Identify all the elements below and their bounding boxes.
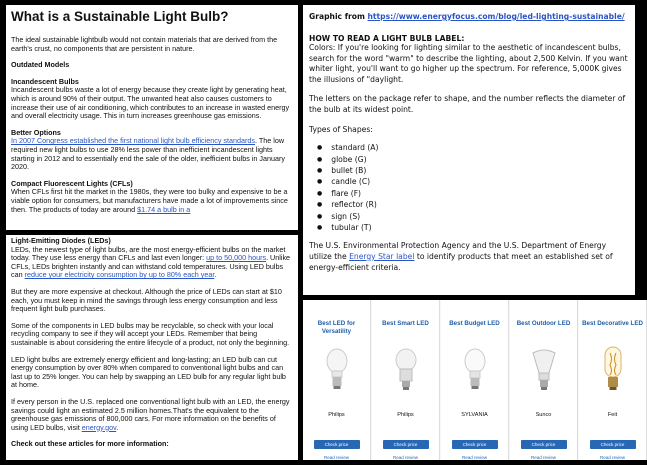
product-brand: Feit — [607, 412, 618, 418]
check-price-button[interactable]: Check price — [521, 440, 567, 449]
colors-paragraph: Colors: If you're looking for lighting similar to the aesthetic of incandescent bulbs, search for the word "warm" to describe the lighting, about 2,500 Kelvin. If you want whiter light, you'll want to go higher up the spectrum. For reference, 5,000K gives the illusions of "daylight. — [309, 43, 628, 84]
incandescent-paragraph: Incandescent bulbs waste a lot of energy because they create light by generating heat, which is around 90% of their output. The unwanted heat also causes customers to increase their use of air conditioning, which contributes to an increase in wasted energy and overall electricity usage. This in turn increases greenhouse gas emissions. — [11, 85, 290, 121]
article-panel-label — [303, 5, 635, 295]
list-item: ● candle (C) — [317, 176, 629, 187]
types-heading: Types of Shapes: — [309, 124, 373, 134]
energy-gov-link[interactable]: energy.gov — [81, 422, 117, 432]
epa-text: The U.S. Environmental Protection Agency and the U.S. Department of Energy utilize the — [309, 241, 607, 261]
product-heading: Best LED for Versatility — [317, 320, 356, 335]
epa-text: to identify products that meet an established set of energy-efficient criteria. — [309, 252, 613, 272]
better-options-paragraph — [11, 137, 293, 171]
bulb-smart-image — [395, 345, 417, 394]
recycle-paragraph: Some of the components in LED bulbs may be recyclable, so check with your local recycling company to see if they will accept your LEDs. Remember that being sustainable is about considering the entire lifecycle of a product, not only the beginning. — [11, 320, 290, 347]
product-heading: Best Smart LED — [382, 320, 429, 327]
led-hours-link[interactable]: up to 50,000 hours — [206, 253, 267, 263]
list-item: ● bullet (B) — [317, 165, 629, 176]
us-savings-paragraph — [11, 398, 293, 432]
product-heading: Best Decorative LED — [582, 320, 643, 327]
us-savings-text: If every person in the U.S. replaced one conventional light bulb with an LED, the energy savings could light an estimated 2.5 million homes.That's the equivalent to the greenhouse gas emissions of 800,000 cars. For more information on the benefits of using LED bulbs, visit — [11, 396, 290, 432]
product-card — [579, 300, 647, 460]
check-price-button[interactable]: Check price — [314, 440, 360, 449]
read-review-link[interactable]: Read review — [530, 455, 556, 460]
better-options-text: . The low required new light bulbs to use 28% less power than inefficient incandescent lights starting in 2012 and to essentially end the sale of the older, inefficient bulbs in January 2020. — [11, 136, 285, 172]
cfl-price-link[interactable]: $1.74 a bulb in a — [137, 204, 191, 214]
led-text: LEDs, the newest type of light bulbs, are the most energy-efficient bulbs on the market today. They use less energy than CFLs and last even longer: — [11, 244, 286, 263]
page-title: What is a Sustainable Light Bulb? — [11, 9, 229, 24]
product-brand: SYLVANIA — [461, 412, 488, 418]
led-paragraph — [11, 246, 293, 280]
product-brand: Sunco — [535, 412, 552, 418]
incandescent-heading: Incandescent Bulbs — [11, 76, 79, 86]
bulb-budget-image — [464, 345, 486, 394]
bulb-reflector-image — [532, 345, 556, 394]
epa-paragraph — [309, 241, 629, 273]
article-panel-intro — [6, 5, 298, 230]
better-options-heading: Better Options — [11, 127, 61, 137]
energy-star-link[interactable]: Energy Star label — [349, 252, 415, 261]
product-card — [441, 300, 509, 460]
led-consumption-link[interactable]: reduce your electricity consumption by up to 80% each year — [24, 270, 215, 280]
list-item: ● flare (F) — [317, 188, 629, 199]
product-comparison-panel — [303, 300, 643, 460]
bulb-a19-image — [326, 345, 348, 394]
led-text: . — [214, 270, 217, 280]
product-heading: Best Outdoor LED — [516, 320, 571, 327]
led-text: . Unlike CFLs, LEDs brighten instantly and can withstand cold temperatures. Using LED bulbs can — [11, 253, 291, 280]
list-item: ● sign (S) — [317, 211, 629, 222]
read-review-link[interactable]: Read review — [461, 455, 487, 460]
product-brand: Philips — [328, 412, 345, 418]
cfl-heading: Compact Fluorescent Lights (CFLs) — [11, 178, 133, 188]
read-review-link[interactable]: Read review — [323, 455, 349, 460]
product-heading: Best Budget LED — [449, 320, 500, 327]
article-panel-leds — [6, 235, 298, 460]
list-item: ● standard (A) — [317, 142, 629, 153]
list-item: ● globe (G) — [317, 154, 629, 165]
label-heading: HOW TO READ A LIGHT BULB LABEL: — [309, 34, 465, 43]
outdated-heading: Outdated Models — [11, 60, 70, 70]
read-review-link[interactable]: Read review — [392, 455, 418, 460]
list-item: ● tubular (T) — [317, 222, 629, 233]
product-card — [303, 300, 371, 460]
led-heading: Light-Emitting Diodes (LEDs) — [11, 236, 111, 245]
product-row — [303, 300, 643, 460]
graphic-source-link[interactable]: https://www.energyfocus.com/blog/led-lighting-sustainable/ — [367, 12, 625, 21]
cfl-text: When CFLs first hit the market in the 1980s, they were too bulky and expensive to be a viable option for consumers, but manufacturers have made a lot of improvements since then. The products of today are around — [11, 187, 288, 214]
graphic-prefix: Graphic from — [309, 12, 368, 21]
check-articles-heading: Check out these articles for more information: — [11, 439, 169, 449]
product-card — [510, 300, 578, 460]
efficiency-standards-link[interactable]: In 2007 Congress established the first national light bulb efficiency standards — [11, 136, 255, 146]
list-item: ● reflector (R) — [317, 199, 629, 210]
expensive-paragraph: But they are more expensive at checkout. Although the price of LEDs can start at $10 each, you must keep in mind the savings through less energy consumption and less frequent light bulb purchases. — [11, 286, 282, 314]
check-price-button[interactable]: Check price — [452, 440, 498, 449]
graphic-source-line — [309, 12, 629, 21]
product-card — [372, 300, 440, 460]
check-price-button[interactable]: Check price — [590, 440, 636, 449]
shapes-list — [317, 142, 629, 233]
cfl-paragraph — [11, 188, 293, 214]
us-savings-text: . — [116, 422, 119, 432]
letters-paragraph: The letters on the package refer to shape, and the number reflects the diameter of the bulb at its widest point. — [309, 94, 626, 114]
bulb-filament-image — [602, 345, 624, 394]
efficient-paragraph: LED light bulbs are extremely energy efficient and long-lasting; an LED bulb can cut energy consumption by over 80% when compared to conventional light bulbs and can last up to 25% longer. You can help by swapping an LED bulb for any regular light bulb at home. — [11, 354, 286, 390]
read-review-link[interactable]: Read review — [599, 455, 625, 460]
intro-paragraph: The ideal sustainable lightbulb would not contain materials that are derived from the earth's crust, no components that are persistent in nature. — [11, 35, 278, 53]
product-brand: Philips — [397, 412, 414, 418]
check-price-button[interactable]: Check price — [383, 440, 429, 449]
